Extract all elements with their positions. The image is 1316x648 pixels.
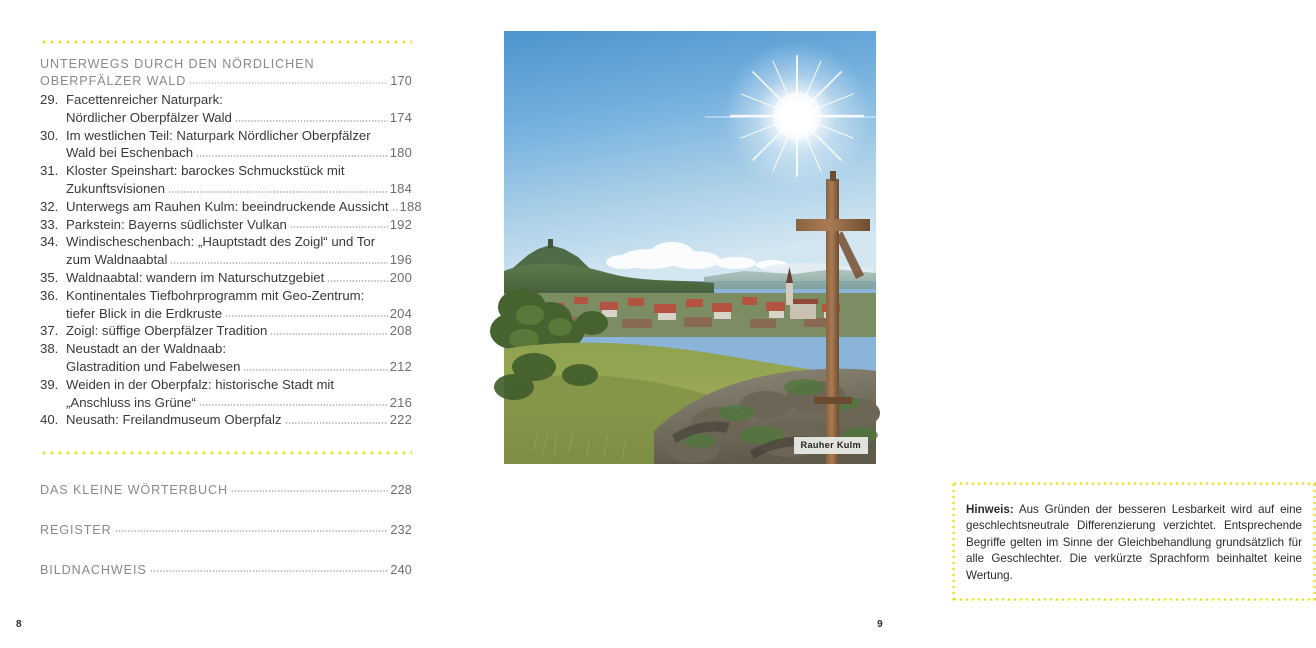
toc-entry-title-text: Neusath: Freilandmuseum Oberpfalz: [66, 412, 282, 428]
toc-backmatter-page-number: 228: [390, 483, 412, 498]
toc-entry-title-line2: [66, 411, 412, 429]
toc-entry-title-line1: Im westlichen Teil: Naturpark Nördlicher Oberpfälzer: [66, 127, 371, 143]
toc-entry-page-number: 204: [389, 305, 412, 321]
section-title-row2: [40, 73, 412, 90]
toc-backmatter-row[interactable]: [40, 483, 412, 497]
leader-dots: [196, 153, 388, 159]
toc-entry-body: [66, 269, 412, 287]
toc-entry-page-number: 200: [389, 269, 412, 285]
toc-entry-list: [40, 91, 422, 429]
toc-entry[interactable]: [40, 233, 412, 269]
toc-entry-title-text: Wald bei Eschenbach: [66, 145, 194, 161]
toc-backmatter-label: BILDNACHWEIS: [40, 563, 147, 578]
toc-entry-page-number: 222: [389, 412, 412, 428]
top-dotted-divider: [40, 40, 412, 44]
toc-entry-title-text: Nördlicher Oberpfälzer Wald: [66, 109, 232, 125]
toc-entry-title-line1: Kloster Speinshart: barockes Schmuckstück mit: [66, 163, 345, 179]
section-page-number: 170: [390, 73, 412, 88]
toc-entry-title-line2: [66, 251, 412, 269]
toc-entry-title-text: tiefer Blick in die Erdkruste: [66, 305, 223, 321]
leader-dots: [115, 528, 389, 534]
toc-entry-page-number: 184: [389, 180, 412, 196]
toc-entry-title-text: zum Waldnaabtal: [66, 252, 168, 268]
toc-section-heading: [40, 56, 412, 89]
toc-entry[interactable]: [40, 127, 412, 163]
toc-entry-body: [66, 198, 422, 216]
toc-entry-page-number: 192: [389, 216, 412, 232]
leader-dots: [231, 488, 388, 494]
section-title-line1: UNTERWEGS DURCH DEN NÖRDLICHEN: [40, 57, 315, 71]
toc-entry-title-text: Zoigl: süffige Oberpfälzer Tradition: [66, 323, 268, 339]
toc-entry-title-text: Zukunftsvisionen: [66, 180, 165, 196]
toc-entry-title-text: Parkstein: Bayerns südlichster Vulkan: [66, 216, 287, 232]
toc-backmatter-page-number: 232: [390, 523, 412, 538]
leader-dots: [199, 402, 388, 408]
leader-dots: [290, 224, 388, 230]
photo-caption: Rauher Kulm: [794, 437, 868, 454]
leader-dots: [270, 331, 387, 337]
toc-entry-body: [66, 287, 412, 323]
photo-rauher-kulm: [504, 31, 876, 464]
toc-entry-page-number: 188: [399, 198, 422, 214]
toc-entry[interactable]: [40, 340, 412, 376]
toc-entry-body: [66, 216, 412, 234]
note-text-block: [966, 502, 1302, 584]
leader-dots: [243, 367, 387, 373]
toc-entry-number: 32.: [40, 198, 59, 214]
toc-entry-body: [66, 162, 412, 198]
leader-dots: [168, 189, 388, 195]
leader-dots: [170, 260, 387, 266]
note-label: Hinweis:: [966, 503, 1014, 516]
leader-dots: [285, 420, 388, 426]
toc-entry-page-number: 180: [389, 145, 412, 161]
toc-entry-number: 40.: [40, 412, 59, 428]
toc-entry-title-line1: Windischeschenbach: „Hauptstadt des Zoigl“ und Tor: [66, 234, 376, 250]
toc-entry-body: [66, 411, 412, 429]
toc-entry-title-text: Waldnaabtal: wandern im Naturschutzgebiet: [66, 269, 325, 285]
note-border-top: [952, 482, 1316, 485]
note-body: Aus Gründen der besseren Lesbarkeit wird auf eine geschlechtsneutrale Differenzierung verzichtet. Entsprechende Begriffe gelten im Sinne der Gleichbehandlung grundsätzlich für alle Geschlechter. Die verkürzte Sprachform beinhaltet keine Wertung.: [966, 503, 1302, 582]
table-of-contents: [40, 40, 422, 603]
toc-entry-title-line1: Neustadt an der Waldnaab:: [66, 341, 227, 357]
toc-entry-title-line1: Kontinentales Tiefbohrprogramm mit Geo-Zentrum:: [66, 287, 365, 303]
toc-entry-number: 33.: [40, 216, 59, 232]
toc-entry-body: [66, 340, 412, 376]
toc-entry[interactable]: [40, 322, 412, 340]
toc-entry-title-text: Unterwegs am Rauhen Kulm: beeindruckende Aussicht: [66, 198, 389, 214]
toc-entry-body: [66, 233, 412, 269]
toc-entry-number: 37.: [40, 323, 59, 339]
bottom-dotted-divider: [40, 451, 412, 455]
leader-dots: [235, 118, 388, 124]
leader-dots: [327, 278, 387, 284]
toc-entry-title-text: Glastradition und Fabelwesen: [66, 358, 241, 374]
toc-entry[interactable]: [40, 411, 412, 429]
toc-entry-title-line2: [66, 198, 422, 216]
right-page: [452, 0, 1302, 648]
toc-entry-title-line2: [66, 358, 412, 376]
toc-entry-title-line2: [66, 216, 412, 234]
toc-entry-number: 38.: [40, 341, 59, 357]
toc-entry[interactable]: [40, 269, 412, 287]
toc-entry[interactable]: [40, 91, 412, 127]
toc-entry[interactable]: [40, 287, 412, 323]
note-border-left: [952, 482, 955, 601]
toc-entry-title-line1: Weiden in der Oberpfalz: historische Stadt mit: [66, 376, 335, 392]
toc-entry-number: 39.: [40, 376, 59, 392]
toc-backmatter-label: DAS KLEINE WÖRTERBUCH: [40, 483, 229, 498]
toc-entry-body: [66, 127, 412, 163]
toc-entry-page-number: 208: [389, 323, 412, 339]
note-border-bottom: [952, 598, 1316, 601]
toc-entry[interactable]: [40, 198, 422, 216]
page-number-right: 9: [877, 619, 883, 630]
toc-backmatter-row[interactable]: [40, 563, 412, 577]
toc-entry-title-line2: [66, 394, 412, 412]
toc-entry-title-text: „Anschluss ins Grüne“: [66, 394, 196, 410]
toc-entry-number: 30.: [40, 127, 59, 143]
photo-illustration: [504, 31, 876, 464]
toc-entry-title-line2: [66, 322, 412, 340]
toc-entry-number: 36.: [40, 287, 59, 303]
left-page: [0, 0, 452, 648]
toc-backmatter-list: [40, 483, 412, 577]
hinweis-note-box: [952, 482, 1316, 601]
toc-entry-number: 34.: [40, 234, 59, 250]
leader-dots: [225, 313, 388, 319]
toc-entry-title-line2: [66, 180, 412, 198]
toc-entry-number: 31.: [40, 163, 59, 179]
toc-entry[interactable]: [40, 162, 412, 198]
toc-entry-page-number: 212: [389, 358, 412, 374]
toc-entry[interactable]: [40, 216, 412, 234]
toc-entry-body: [66, 376, 412, 412]
leader-dots: [150, 568, 389, 574]
toc-entry-number: 29.: [40, 92, 59, 107]
toc-entry-title-line2: [66, 109, 412, 127]
toc-entry-number: 35.: [40, 269, 59, 285]
leader-dots: [392, 207, 398, 213]
leader-dots: [189, 80, 388, 86]
toc-entry-body: [66, 91, 412, 127]
toc-entry-title-line2: [66, 144, 412, 162]
toc-entry-body: [66, 322, 412, 340]
toc-backmatter-label: REGISTER: [40, 523, 112, 538]
toc-backmatter-row[interactable]: [40, 523, 412, 537]
toc-backmatter-page-number: 240: [390, 563, 412, 578]
toc-entry-title-line2: [66, 305, 412, 323]
toc-entry-page-number: 216: [389, 394, 412, 410]
page-number-left: 8: [16, 619, 22, 630]
toc-entry-page-number: 174: [389, 109, 412, 125]
section-title-line2: OBERPFÄLZER WALD: [40, 73, 187, 88]
toc-entry[interactable]: [40, 376, 412, 412]
toc-entry-page-number: 196: [389, 252, 412, 268]
toc-entry-title-line2: [66, 269, 412, 287]
toc-entry-title-line1: Facettenreicher Naturpark:: [66, 92, 223, 107]
